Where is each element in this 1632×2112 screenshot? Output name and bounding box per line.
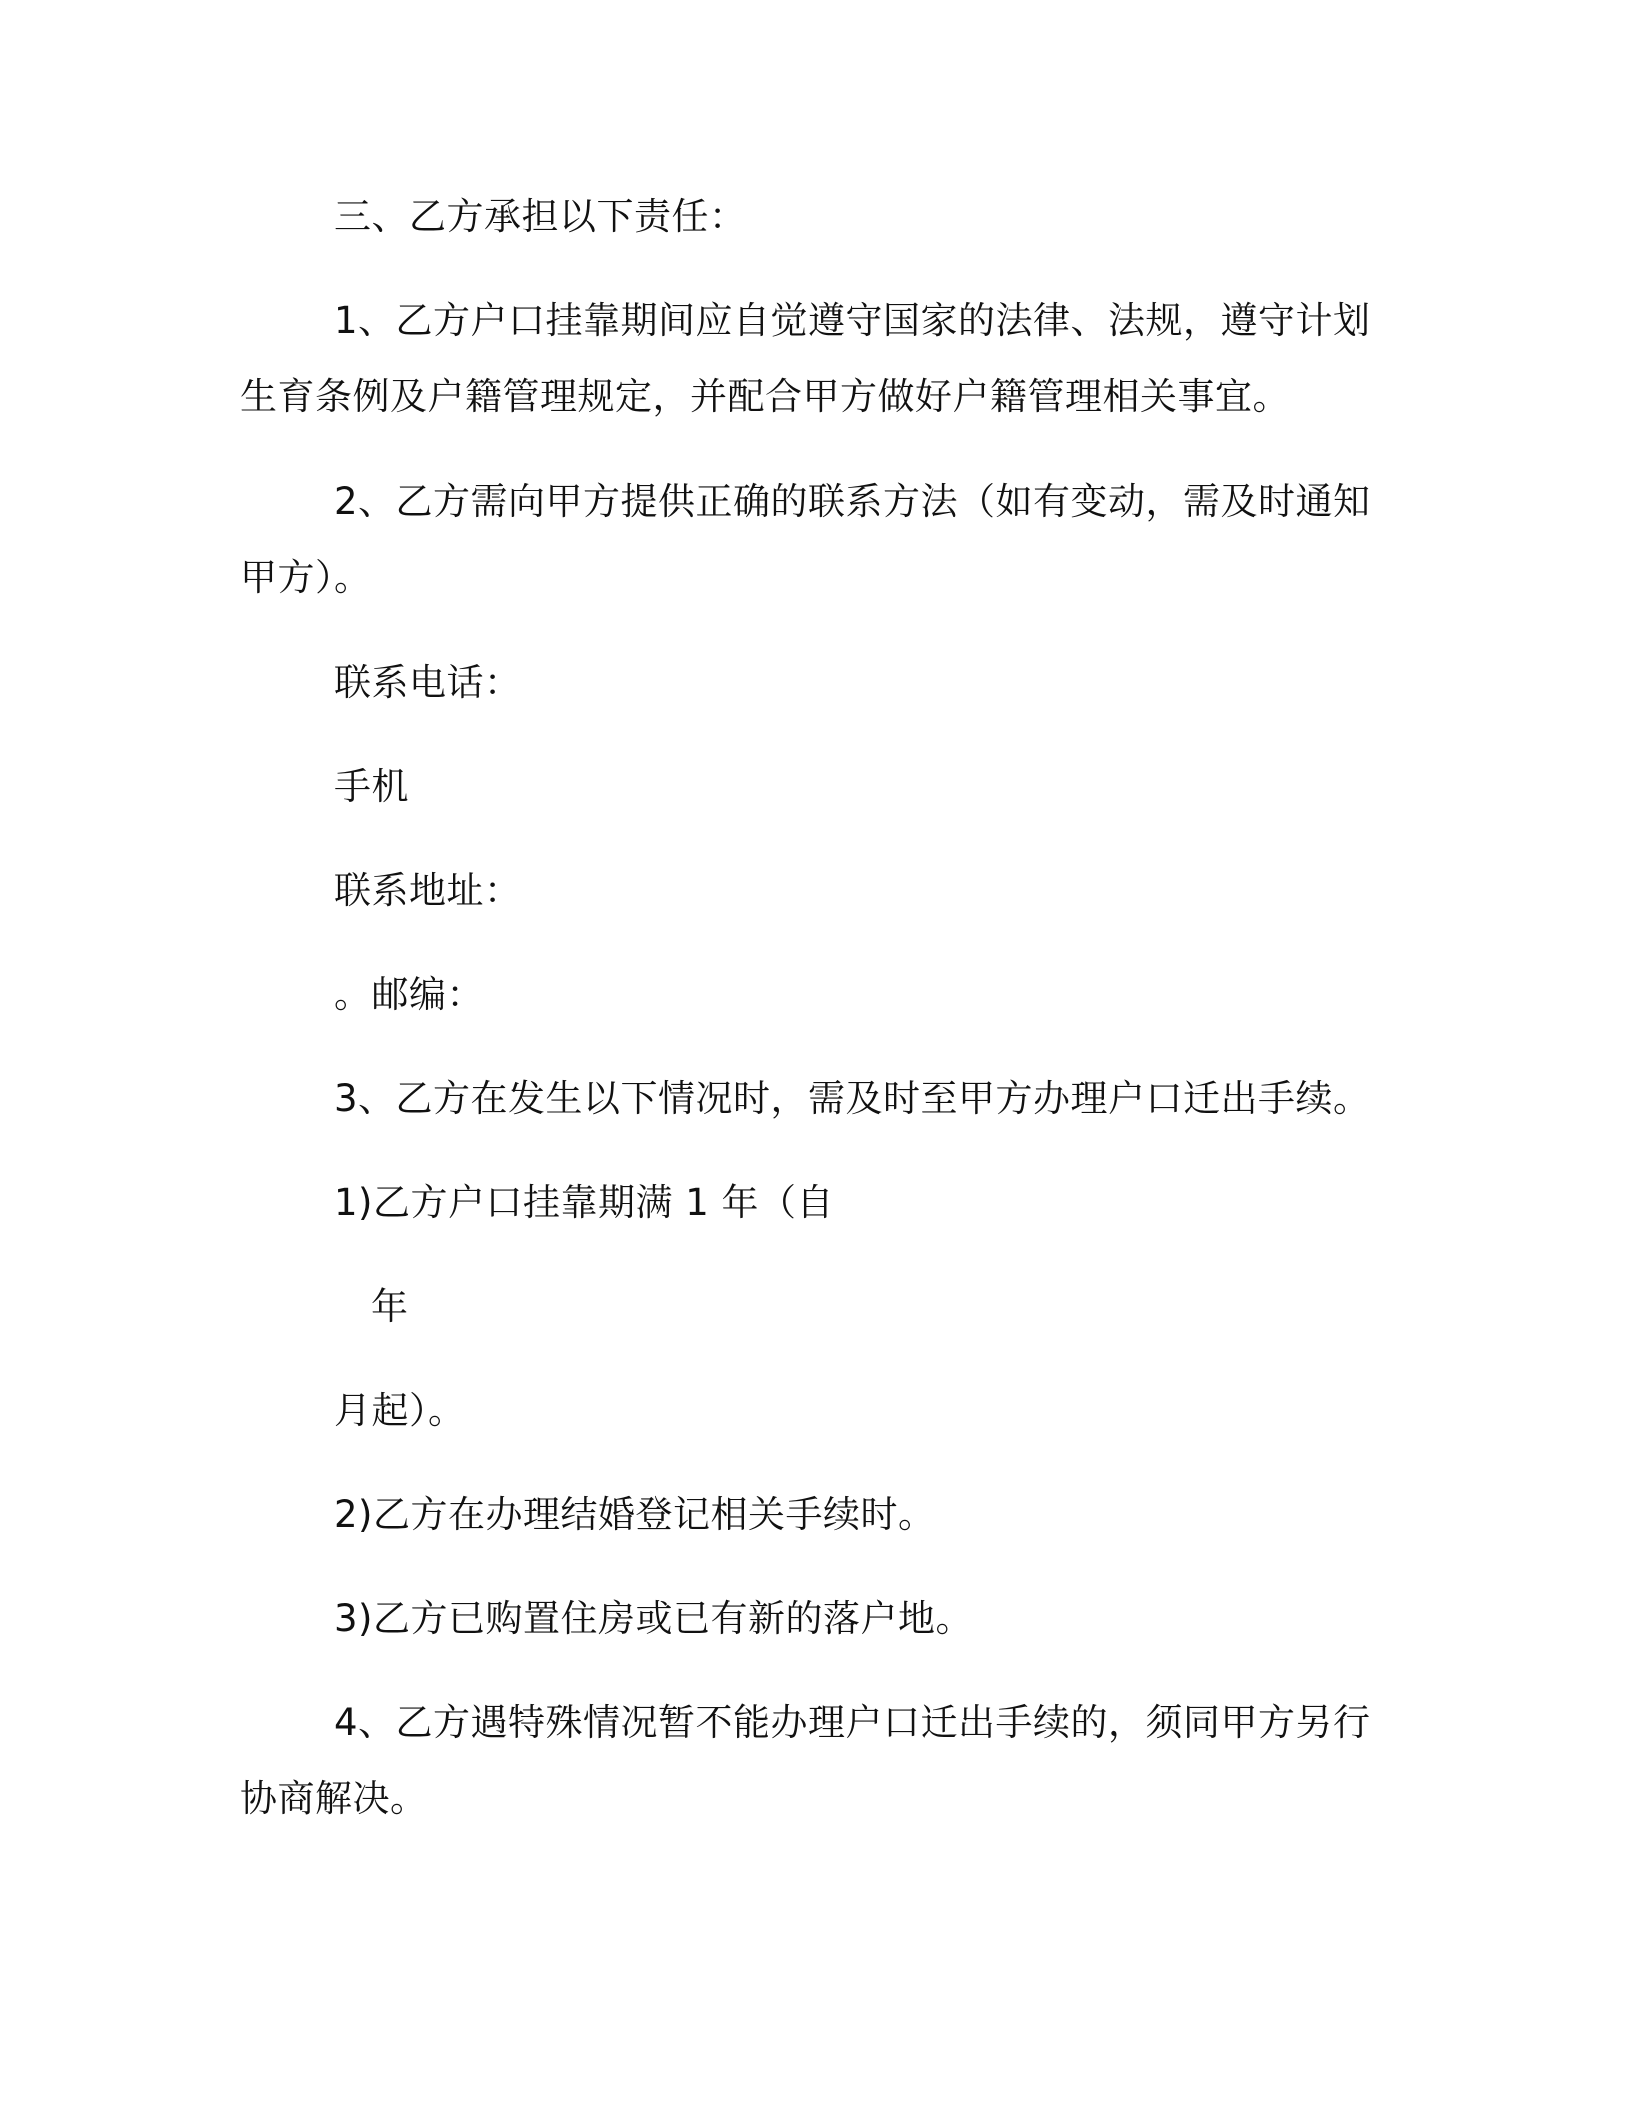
clause-3-line: 3、乙方在发生以下情况时，需及时至甲方办理户口迁出手续。 <box>334 1077 1371 1120</box>
section-heading: 三、乙方承担以下责任： <box>334 195 747 238</box>
postcode-label: 。邮编： <box>334 973 484 1016</box>
clause-3-item-3: 3)乙方已购置住房或已有新的落户地。 <box>334 1597 973 1640</box>
mobile-label: 手机 <box>334 765 409 808</box>
contact-address-label: 联系地址： <box>334 869 522 912</box>
clause-2-line-2: 甲方）。 <box>240 556 372 599</box>
clause-1-line-2: 生育条例及户籍管理规定，并配合甲方做好户籍管理相关事宜。 <box>240 375 1290 418</box>
clause-1-line-1: 1、乙方户口挂靠期间应自觉遵守国家的法律、法规，遵守计划 <box>334 299 1371 342</box>
clause-2-line-1: 2、乙方需向甲方提供正确的联系方法（如有变动，需及时通知 <box>334 480 1371 523</box>
month-label: 月起）。 <box>334 1389 466 1432</box>
contact-phone-label: 联系电话： <box>334 661 522 704</box>
clause-3-item-1: 1)乙方户口挂靠期满 1 年（自 <box>334 1181 835 1224</box>
clause-3-item-2: 2)乙方在办理结婚登记相关手续时。 <box>334 1493 936 1536</box>
year-label: 年 <box>371 1285 409 1328</box>
clause-4-line-2: 协商解决。 <box>240 1777 428 1820</box>
clause-4-line-1: 4、乙方遇特殊情况暂不能办理户口迁出手续的，须同甲方另行 <box>334 1701 1371 1744</box>
